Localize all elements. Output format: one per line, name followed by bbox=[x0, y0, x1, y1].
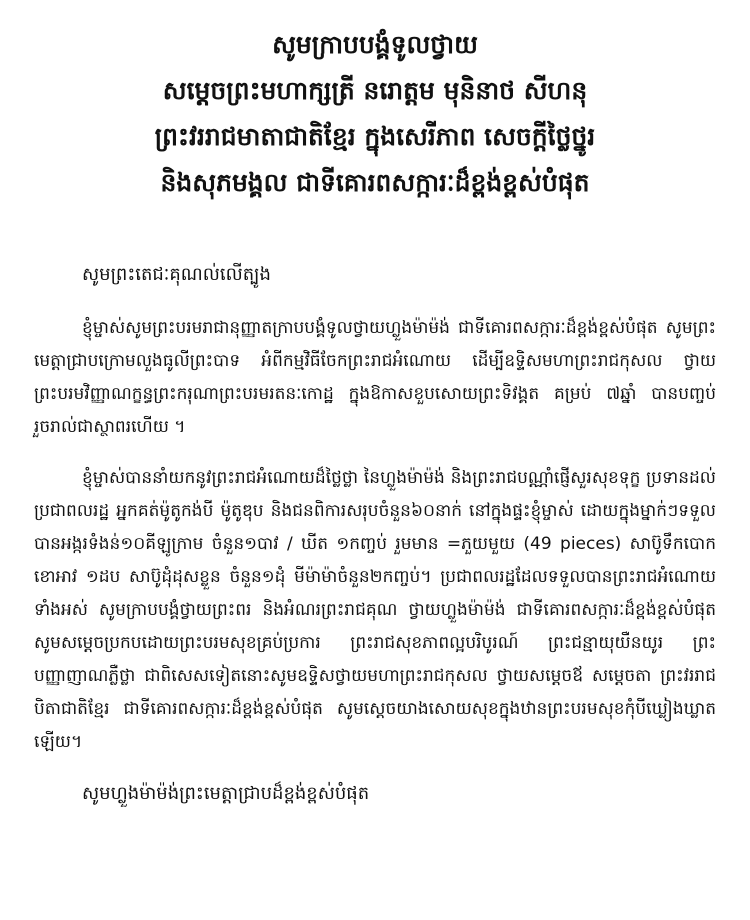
title-line-2: សម្តេចព្រះមហាក្សត្រី នរោត្តម មុនិនាថ សីហនុ bbox=[162, 76, 588, 105]
body-paragraph-2: ខ្ញុំម្ចាស់បាននាំយកនូវព្រះរាជអំណោយដ៏ថ្លៃថ្លា នៃហ្លួងម៉ាម៉ង់ និងព្រះរាជបណ្ណាំផ្ញើសួរសុខទុក្ខ ប្រទានដល់ប្រជាពលរដ្ឋ អ្នកគត់ម៉ូតូកង់បី ម៉ូតូឌុប និងជនពិការសរុបចំនួន៦០នាក់ នៅក្នុងផ្ទះខ្ញុំម្ចាស់ ដោយក្នុងម្នាក់ៗទទួលបានអង្ករទំងន់១០គីឡូក្រាម ចំនួន១បាវ / ឃីត ១កញ្ចប់ រួមមាន =ភួយមួយ (49 pieces) សាប៊ូទឹកបោកខោអាវ ១ដប សាប៊ូដុំដុសខ្លួន ចំនួន១ដុំ មីម៉ាម៉ាចំនួន២កញ្ចប់។ ប្រជាពលរដ្ឋដែលទទួលបានព្រះរាជអំណោយទាំងអស់ សូមក្រាបបង្គំថ្វាយព្រះពរ និងអំណរព្រះរាជគុណ ថ្វាយហ្លួងម៉ាម៉ង់ ជាទីគោរពសក្ការៈដ៏ខ្ពង់ខ្ពស់បំផុត សូមសម្តេចប្រកបដោយព្រះបរមសុខគ្រប់ប្រការ ព្រះរាជសុខភាពល្អបរិបូរណ៍ ព្រះជន្មាយុយឺនយូរ ព្រះបញ្ញាញាណភ្លឺថ្លា ជាពិសេសទៀតនោះសូមឧទ្ទិសថ្វាយមហាព្រះរាជកុសល ថ្វាយសម្តេចឪ សម្តេចតា ព្រះវររាជបិតាជាតិខ្មែរ ជាទីគោរពសក្ការៈដ៏ខ្ពង់ខ្ពស់បំផុត សូមស្តេចយាងសោយសុខក្នុងឋានព្រះបរមសុខកុំបីឃ្លៀងឃ្លាតឡើយ។ bbox=[34, 468, 716, 752]
letter-title bbox=[34, 22, 716, 206]
title-line-3: ព្រះវររាជមាតាជាតិខ្មែរ ក្នុងសេរីភាព សេចក្តីថ្លៃថ្នូរ bbox=[154, 122, 596, 151]
body-paragraph-1: ខ្ញុំម្ចាស់សូមព្រះបរមរាជានុញ្ញាតក្រាបបង្គំទូលថ្វាយហ្លួងម៉ាម៉ង់ ជាទីគោរពសក្ការៈដ៏ខ្ពង់ខ្ពស់បំផុត សូមព្រះមេត្តាជ្រាបក្រោមលួងធូលីព្រះបាទ អំពីកម្មវិធីចែកព្រះរាជអំណោយ ដើម្បីឧទ្ទិសមហាព្រះរាជកុសល ថ្វាយព្រះបរមវិញ្ញាណក្ខន្ធព្រះករុណាព្រះបរមរតនៈកោដ្ឋ ក្នុងឱកាសខួបសោយព្រះទិវង្គត គម្រប់ ៧ឆ្នាំ បានបញ្ចប់រួចរាល់ជាស្ថាពរហើយ ។ bbox=[34, 318, 716, 437]
closing-line: សូមហ្លួងម៉ាម៉ង់ព្រះមេត្តាជ្រាបដ៏ខ្ពង់ខ្ពស់បំផុត bbox=[82, 783, 370, 804]
salutation: សូមព្រះតេជៈគុណល់លើត្បូង bbox=[82, 264, 271, 285]
title-line-4: និងសុភមង្គល ជាទីគោរពសក្ការៈដ៏ខ្ពង់ខ្ពស់បំផុត bbox=[160, 168, 590, 197]
title-line-1: សូមក្រាបបង្គំទូលថ្វាយ bbox=[272, 30, 478, 59]
